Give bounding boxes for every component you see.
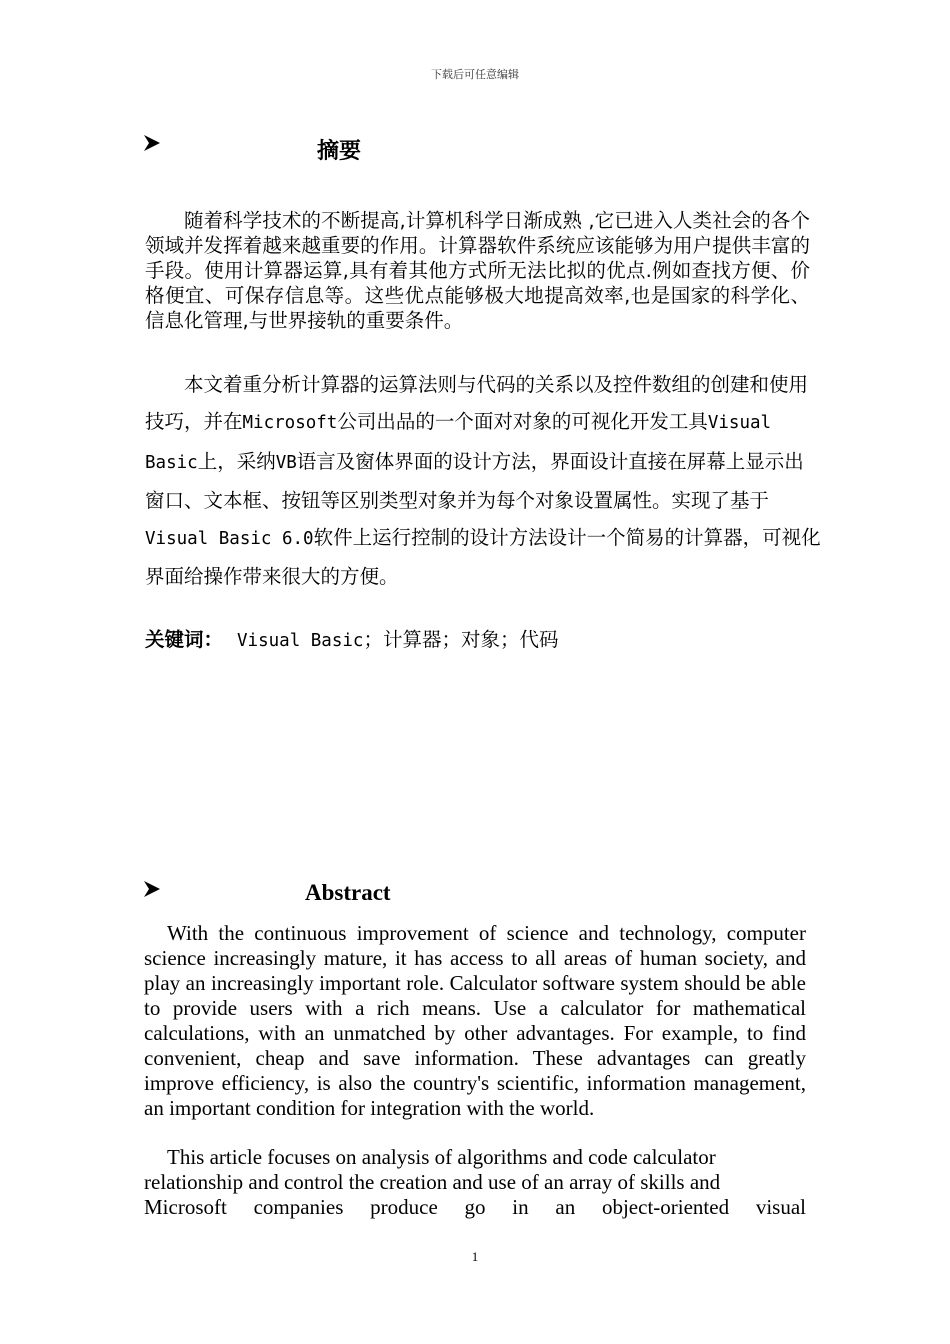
abstract-en-paragraph-1: With the continuous improvement of science and technology, computer science increasingly mature, it has access to all areas of human society, and play an increasingly important role. Calculator software system should be able to provide users with a rich means. Use a calculator for mathematical calculations, with an unmatched by other advantages. For example, to find convenient, cheap and save information. These advantages can greatly improve efficiency, is also the country's scientific, information management, an important condition for integration with the world. [144,921,806,1120]
arrowhead-bullet-icon [143,880,161,898]
abstract-cn-paragraph-1: 随着科学技术的不断提高,计算机科学日渐成熟 ,它已进入人类社会的各个领域并发挥着越来越重要的作用。计算器软件系统应该能够为用户提供丰富的手段。使用计算器运算,具有着其他方式所无法比拟的优点.例如查找方便、价格便宜、可保存信息等。这些优点能够极大地提高效率,也是国家的科学化、信息化管理,与世界接轨的重要条件。 [145,209,810,332]
keywords-line [145,626,558,655]
abstract-cn-heading [143,134,362,164]
section-title-cn: 摘要 [317,139,362,164]
section-title-en: Abstract [305,880,391,905]
keywords-value: Visual Basic；计算器；对象；代码 [237,628,559,651]
abstract-cn-paragraph-2: 本文着重分析计算器的运算法则与代码的关系以及控件数组的创建和使用技巧，并在Microsoft公司出品的一个面对对象的可视化开发工具Visual Basic上，采纳VB语言及窗体界面的设计方法，界面设计直接在屏幕上显示出窗口、文本框、按钮等区别类型对象并为每个对象设置属性。实现了基于Visual Basic 6.0软件上运行控制的设计方法设计一个简易的计算器，可视化界面给操作带来很大的方便。 [145,373,821,589]
page-header: 下载后可任意编辑 [431,68,519,81]
arrowhead-bullet-icon [143,134,161,152]
abstract-en-paragraph-2: This article focuses on analysis of algorithms and code calculator relationship and control the creation and use of an array of skills and Microsoft companies produce go in an object-oriented visual [144,1145,806,1219]
keywords-label: 关键词： [145,628,224,651]
abstract-en-heading [143,880,391,905]
page-number: 1 [471,1249,479,1264]
